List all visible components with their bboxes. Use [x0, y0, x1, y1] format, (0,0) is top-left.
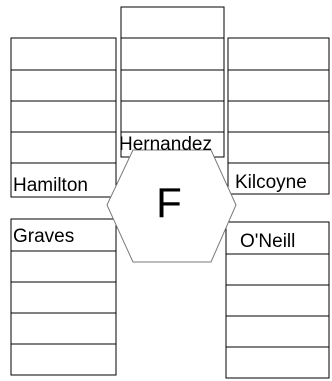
- kilcoyne-table: [228, 38, 329, 194]
- team-label-oneill: O'Neill: [240, 231, 296, 252]
- team-label-hamilton: Hamilton: [13, 175, 88, 196]
- hamilton-table: [11, 38, 116, 197]
- team-label-kilcoyne: Kilcoyne: [235, 172, 307, 193]
- team-label-hernandez: Hernandez: [119, 134, 212, 155]
- group-kilcoyne: [228, 38, 329, 194]
- center-letter: F: [156, 179, 182, 227]
- team-label-graves: Graves: [13, 226, 75, 247]
- group-hamilton: [11, 38, 116, 197]
